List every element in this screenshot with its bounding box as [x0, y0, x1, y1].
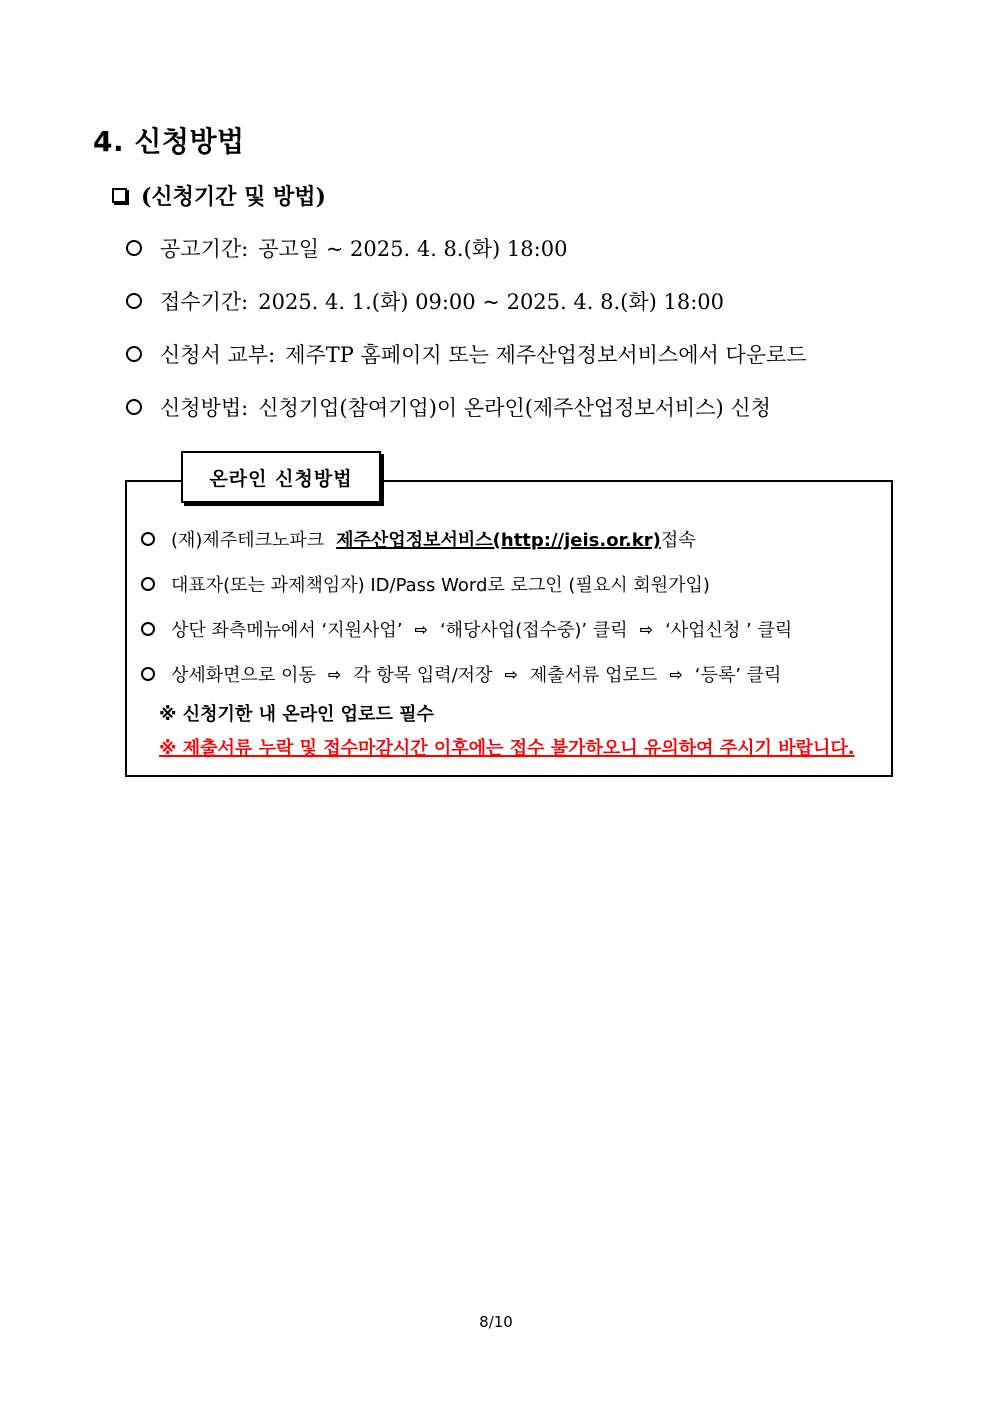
box-list-item: [141, 526, 696, 552]
box-line3-b: ‘해당사업(접수중)’ 클릭: [439, 620, 628, 641]
item-label: 신청방법:: [160, 396, 249, 420]
page-number: 8/10: [479, 1313, 513, 1331]
right-arrow-icon: ⇨: [639, 619, 654, 639]
section-title: 4. 신청방법: [93, 125, 245, 158]
jeis-link[interactable]: 제주산업정보서비스(http://jeis.or.kr): [336, 530, 661, 551]
box-line2-text: 대표자(또는 과제책임자) ID/Pass Word로 로그인 (필요시 회원가입): [171, 575, 710, 596]
box-line1-suffix: 접속: [660, 530, 696, 551]
circle-bullet-icon: [126, 346, 142, 362]
item-label: 신청서 교부:: [160, 343, 276, 367]
deadline-note: ※ 신청기한 내 온라인 업로드 필수: [159, 704, 434, 725]
circle-bullet-icon: [141, 622, 155, 636]
list-item: [126, 286, 724, 316]
box-line3-a: 상단 좌측메뉴에서 ‘지원사업’: [171, 620, 403, 641]
box-line4-b: 각 항목 입력/저장: [353, 665, 493, 686]
list-item: [126, 392, 771, 422]
box-list-item: [141, 661, 781, 687]
right-arrow-icon: ⇨: [669, 664, 683, 684]
list-item: [126, 339, 807, 369]
item-label: 공고기간:: [160, 237, 249, 261]
list-item: [126, 233, 567, 263]
circle-bullet-icon: [126, 293, 142, 309]
sub-heading: [112, 180, 326, 211]
box-line4-c: 제출서류 업로드: [529, 665, 658, 686]
sub-heading-text: (신청기간 및 방법): [141, 184, 326, 210]
box-line4-a: 상세화면으로 이동: [171, 665, 316, 686]
box-line4-d: ‘등록’ 클릭: [694, 665, 782, 686]
square-bullet-icon: [112, 188, 127, 203]
right-arrow-icon: ⇨: [504, 664, 518, 684]
box-line3-c: ‘사업신청 ’ 클릭: [665, 620, 793, 641]
item-text: 2025. 4. 1.(화) 09:00 ~ 2025. 4. 8.(화) 18:00: [258, 290, 724, 314]
circle-bullet-icon: [126, 240, 142, 256]
item-text: 공고일 ~ 2025. 4. 8.(화) 18:00: [258, 237, 568, 261]
item-text: 제주TP 홈페이지 또는 제주산업정보서비스에서 다운로드: [285, 343, 807, 367]
item-label: 접수기간:: [160, 290, 249, 314]
warning-note: ※ 제출서류 누락 및 접수마감시간 이후에는 접수 불가하오니 유의하여 주시기 바랍니다.: [159, 738, 855, 759]
box-list-item: [141, 616, 792, 642]
online-method-title: 온라인 신청방법: [181, 451, 381, 503]
right-arrow-icon: ⇨: [414, 619, 428, 639]
box-line1-prefix: (재)제주테크노파크: [171, 530, 325, 551]
circle-bullet-icon: [141, 577, 155, 591]
right-arrow-icon: ⇨: [327, 664, 342, 684]
circle-bullet-icon: [141, 532, 155, 546]
box-list-item: [141, 571, 710, 597]
circle-bullet-icon: [141, 667, 155, 681]
circle-bullet-icon: [126, 399, 142, 415]
item-text: 신청기업(참여기업)이 온라인(제주산업정보서비스) 신청: [258, 396, 771, 420]
